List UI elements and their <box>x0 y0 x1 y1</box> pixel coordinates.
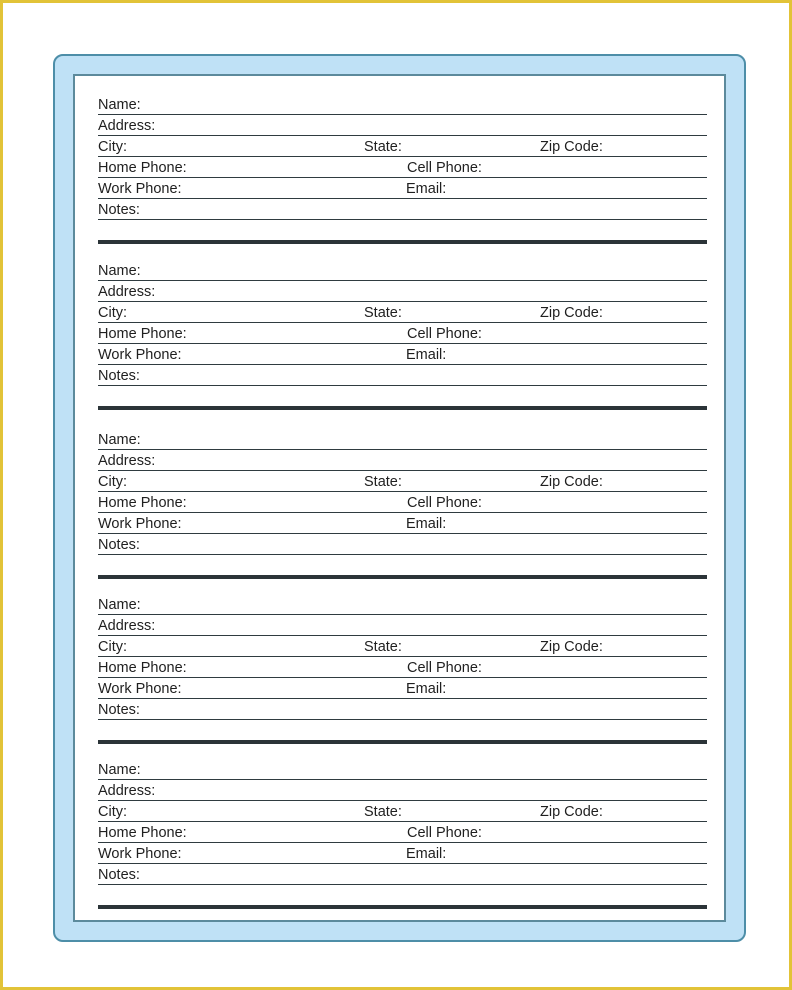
city-label: City: <box>98 804 127 820</box>
city-state-zip-line[interactable] <box>98 471 707 492</box>
work-email-line[interactable] <box>98 843 707 864</box>
city-state-zip-line[interactable] <box>98 302 707 323</box>
name-line[interactable] <box>98 429 707 450</box>
zip-code-label: Zip Code: <box>540 139 603 155</box>
state-label: State: <box>364 305 402 321</box>
notes-line[interactable] <box>98 534 707 555</box>
work-email-line[interactable] <box>98 344 707 365</box>
zip-code-label: Zip Code: <box>540 305 603 321</box>
city-label: City: <box>98 139 127 155</box>
contact-entry-2 <box>98 242 707 384</box>
state-label: State: <box>364 639 402 655</box>
address-label: Address: <box>98 783 156 799</box>
phone-line[interactable] <box>98 657 707 678</box>
address-line[interactable] <box>98 450 707 471</box>
work-phone-label: Work Phone: <box>98 347 182 363</box>
notes-label: Notes: <box>98 702 140 718</box>
address-line[interactable] <box>98 115 707 136</box>
work-phone-label: Work Phone: <box>98 681 182 697</box>
address-card-frame <box>53 54 746 942</box>
cell-phone-label: Cell Phone: <box>407 660 482 676</box>
state-label: State: <box>364 474 402 490</box>
name-label: Name: <box>98 597 141 613</box>
email-label: Email: <box>406 347 447 363</box>
work-email-line[interactable] <box>98 178 707 199</box>
name-line[interactable] <box>98 759 707 780</box>
state-label: State: <box>364 139 402 155</box>
work-email-line[interactable] <box>98 513 707 534</box>
contact-entry-3 <box>98 411 707 553</box>
name-line[interactable] <box>98 260 707 281</box>
home-phone-label: Home Phone: <box>98 825 187 841</box>
email-label: Email: <box>406 846 447 862</box>
zip-code-label: Zip Code: <box>540 474 603 490</box>
work-phone-label: Work Phone: <box>98 516 182 532</box>
work-phone-label: Work Phone: <box>98 846 182 862</box>
notes-line[interactable] <box>98 699 707 720</box>
cell-phone-label: Cell Phone: <box>407 326 482 342</box>
contact-entry-5 <box>98 741 707 883</box>
phone-line[interactable] <box>98 157 707 178</box>
notes-line[interactable] <box>98 199 707 220</box>
city-label: City: <box>98 305 127 321</box>
name-label: Name: <box>98 762 141 778</box>
notes-label: Notes: <box>98 368 140 384</box>
name-line[interactable] <box>98 594 707 615</box>
address-line[interactable] <box>98 780 707 801</box>
zip-code-label: Zip Code: <box>540 804 603 820</box>
name-label: Name: <box>98 263 141 279</box>
cell-phone-label: Cell Phone: <box>407 160 482 176</box>
home-phone-label: Home Phone: <box>98 326 187 342</box>
name-line[interactable] <box>98 94 707 115</box>
city-state-zip-line[interactable] <box>98 136 707 157</box>
email-label: Email: <box>406 516 447 532</box>
phone-line[interactable] <box>98 492 707 513</box>
city-state-zip-line[interactable] <box>98 636 707 657</box>
city-state-zip-line[interactable] <box>98 801 707 822</box>
contact-entry-4 <box>98 576 707 718</box>
city-label: City: <box>98 474 127 490</box>
state-label: State: <box>364 804 402 820</box>
address-sheet <box>73 74 726 922</box>
notes-line[interactable] <box>98 365 707 386</box>
name-label: Name: <box>98 97 141 113</box>
cell-phone-label: Cell Phone: <box>407 495 482 511</box>
home-phone-label: Home Phone: <box>98 660 187 676</box>
home-phone-label: Home Phone: <box>98 495 187 511</box>
phone-line[interactable] <box>98 822 707 843</box>
entry-separator <box>98 406 707 410</box>
notes-label: Notes: <box>98 537 140 553</box>
entry-separator <box>98 905 707 909</box>
address-label: Address: <box>98 453 156 469</box>
work-phone-label: Work Phone: <box>98 181 182 197</box>
notes-line[interactable] <box>98 864 707 885</box>
address-line[interactable] <box>98 615 707 636</box>
phone-line[interactable] <box>98 323 707 344</box>
address-label: Address: <box>98 618 156 634</box>
email-label: Email: <box>406 181 447 197</box>
cell-phone-label: Cell Phone: <box>407 825 482 841</box>
address-label: Address: <box>98 284 156 300</box>
work-email-line[interactable] <box>98 678 707 699</box>
notes-label: Notes: <box>98 202 140 218</box>
email-label: Email: <box>406 681 447 697</box>
address-label: Address: <box>98 118 156 134</box>
name-label: Name: <box>98 432 141 448</box>
city-label: City: <box>98 639 127 655</box>
contact-entry-1 <box>98 76 707 218</box>
zip-code-label: Zip Code: <box>540 639 603 655</box>
home-phone-label: Home Phone: <box>98 160 187 176</box>
notes-label: Notes: <box>98 867 140 883</box>
address-line[interactable] <box>98 281 707 302</box>
